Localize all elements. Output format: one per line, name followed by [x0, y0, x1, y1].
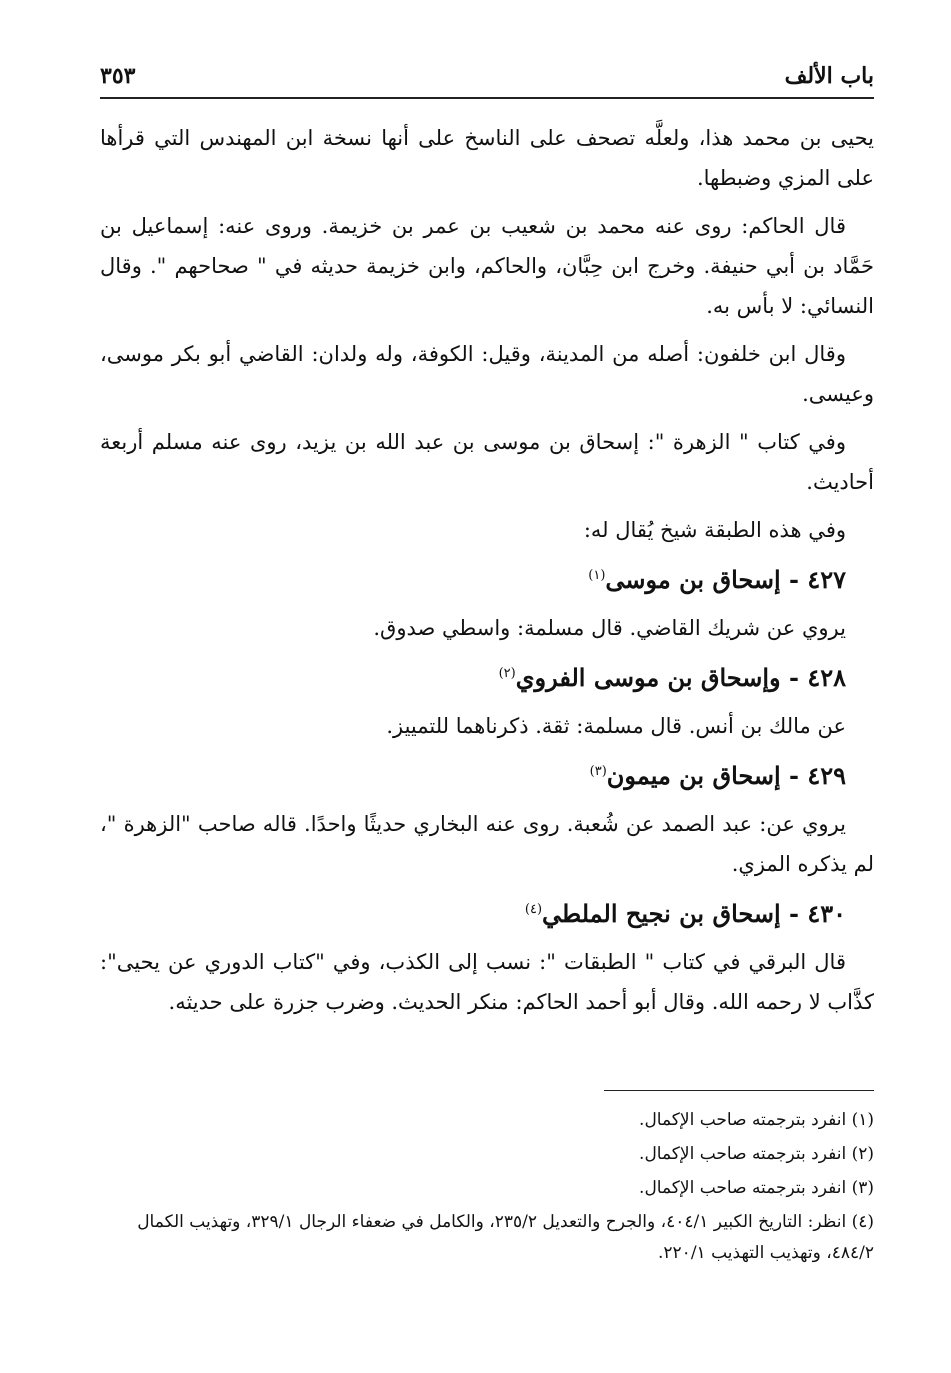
- footnote-ref[interactable]: (٤): [524, 902, 543, 917]
- paragraph: قال الحاكم: روى عنه محمد بن شعيب بن عمر بن خزيمة. وروى عنه: إسماعيل بن حَمَّاد بن أبي حنيفة. وخرج ابن حِبَّان، والحاكم، وابن خزيمة حديثه في " صحاحهم ". وقال النسائي: لا بأس به.: [100, 214, 874, 318]
- page-number: ٣٥٣: [100, 63, 136, 89]
- paragraph: يحيى بن محمد هذا، ولعلَّه تصحف على الناسخ على أنها نسخة ابن المهندس التي قرأها على المزي وضبطها.: [100, 126, 874, 190]
- entry-heading-430: [100, 892, 874, 936]
- entry-heading-428: [100, 656, 874, 700]
- paragraph: يروي عن: عبد الصمد عن شُعبة. روى عنه البخاري حديثًا واحدًا. قاله صاحب "الزهرة "، لم يذكره المزي.: [100, 812, 874, 876]
- footnote-4: (٤) انظر: التاريخ الكبير ٤٠٤/١، والجرح والتعديل ٢٣٥/٢، والكامل في ضعفاء الرجال ٣٢٩/١، وتهذيب الكمال ٤٨٤/٢، وتهذيب التهذيب ٢٢٠/١.: [137, 1212, 874, 1263]
- entry-title: ٤٢٧ - إسحاق بن موسى: [605, 565, 846, 594]
- footnotes: [100, 1090, 874, 1272]
- footnote-ref[interactable]: (١): [588, 568, 606, 583]
- paragraph: وفي هذه الطبقة شيخ يُقال له:: [583, 518, 846, 542]
- footnote-1: (١) انفرد بترجمته صاحب الإكمال.: [639, 1110, 874, 1130]
- main-text: [100, 118, 874, 1030]
- paragraph: وفي كتاب " الزهرة ": إسحاق بن موسى بن عبد الله بن يزيد، روى عنه مسلم أربعة أحاديث.: [100, 430, 874, 494]
- running-header: [100, 55, 874, 99]
- entry-heading-429: [100, 754, 874, 798]
- footnote-divider: [604, 1090, 874, 1091]
- entry-heading-427: [100, 558, 874, 602]
- entry-title: ٤٢٨ - وإسحاق بن موسى الفروي: [515, 663, 846, 692]
- chapter-title: باب الألف: [784, 63, 874, 89]
- footnote-2: (٢) انفرد بترجمته صاحب الإكمال.: [639, 1144, 874, 1164]
- paragraph: يروي عن شريك القاضي. قال مسلمة: واسطي صدوق.: [373, 616, 846, 640]
- entry-title: ٤٣٠ - إسحاق بن نجيح الملطي: [542, 899, 846, 928]
- paragraph: عن مالك بن أنس. قال مسلمة: ثقة. ذكرناهما للتمييز.: [386, 714, 846, 738]
- footnote-ref[interactable]: (٢): [498, 666, 516, 681]
- paragraph: وقال ابن خلفون: أصله من المدينة، وقيل: الكوفة، وله ولدان: القاضي أبو بكر موسى، وعيسى.: [100, 342, 874, 406]
- footnote-ref[interactable]: (٣): [589, 764, 607, 779]
- entry-title: ٤٢٩ - إسحاق بن ميمون: [606, 761, 846, 790]
- footnote-3: (٣) انفرد بترجمته صاحب الإكمال.: [639, 1178, 874, 1198]
- paragraph: قال البرقي في كتاب " الطبقات ": نسب إلى الكذب، وفي "كتاب الدوري عن يحيى": كذَّاب لا رحمه الله. وقال أبو أحمد الحاكم: منكر الحديث. وضرب جزرة على حديثه.: [100, 950, 874, 1014]
